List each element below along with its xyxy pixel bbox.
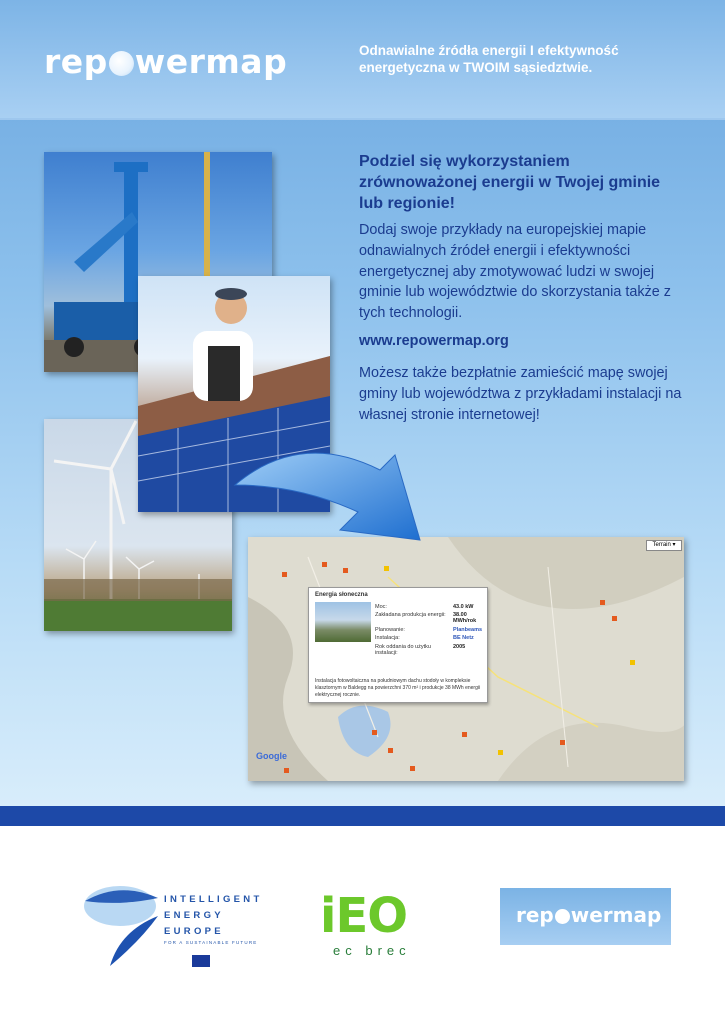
repowermap-logo[interactable]: rep wermap xyxy=(44,42,288,81)
map-marker[interactable] xyxy=(284,768,289,773)
map-marker[interactable] xyxy=(410,766,415,771)
map-marker[interactable] xyxy=(462,732,467,737)
popup-description: Instalacja fotowoltaiczna na południowym dachu stodoły w kompleksie klasztornym w Baldegg na powierzchni 370 m² i produkcje 38 MWh energii elektrycznej rocznie. xyxy=(315,678,481,698)
intro-paragraph: Dodaj swoje przykłady na europejskiej mapie odnawialnych źródeł energii i efektywności energetycznej aby zmotywować ludzi w swojej gminie lub województwie do skorzystania także z tych technologii. xyxy=(359,222,671,322)
popup-title: Energia słoneczna xyxy=(315,592,368,598)
map-marker[interactable] xyxy=(600,600,605,605)
header-divider xyxy=(0,118,725,120)
map-marker[interactable] xyxy=(372,730,377,735)
map-marker[interactable] xyxy=(630,660,635,665)
ec-brec-text: ec brec xyxy=(333,943,411,958)
map-marker[interactable] xyxy=(498,750,503,755)
barn-roof-photo xyxy=(315,602,371,642)
embed-paragraph: Możesz także bezpłatnie zamieścić mapę swojej gminy lub województwa z przykładami instalacji na własnej stronie internetowej! xyxy=(359,365,682,423)
google-logo: Google xyxy=(256,751,287,761)
map-info-popup: Energia słoneczna Moc: 43.0 kW Zakładana produkcja energii: 38.00 MWh/rok Planowanie: Planbeams Instalacja: BE Netz Rok oddania do użytku instalacji: 2005 Instalacja fotowoltaiczna na południowym dachu stodoły w kompleksie klasztornym w Baldegg na powierzchni 370 m² i produkcje 38 MWh energii elektrycznej rocznie. xyxy=(308,587,488,703)
website-link[interactable]: www.repowermap.org xyxy=(359,333,509,349)
logo-circle-icon xyxy=(555,909,570,924)
logo-circle-icon xyxy=(109,51,134,76)
terrain-dropdown[interactable]: Terrain ▾ xyxy=(646,540,682,551)
headline: Podziel się wykorzystaniem zrównoważonej energii w Twojej gminie lub regionie! xyxy=(359,153,661,212)
curved-arrow-icon xyxy=(230,430,430,590)
map-marker[interactable] xyxy=(560,740,565,745)
tagline: Odnawialne źródła energii I efektywność energetyczna w TWOIM sąsiedztwie. xyxy=(359,43,619,75)
eu-flag-icon xyxy=(192,955,210,967)
iee-subtitle: FOR A SUSTAINABLE FUTURE xyxy=(164,940,258,945)
iee-logo-text: INTELLIGENT ENERGY EUROPE xyxy=(164,894,263,937)
map-marker[interactable] xyxy=(612,616,617,621)
map-marker[interactable] xyxy=(388,748,393,753)
repowermap-footer-logo: rep wermap xyxy=(516,903,662,927)
bottom-bar xyxy=(0,806,725,826)
ieo-logo: iEO xyxy=(320,888,408,944)
